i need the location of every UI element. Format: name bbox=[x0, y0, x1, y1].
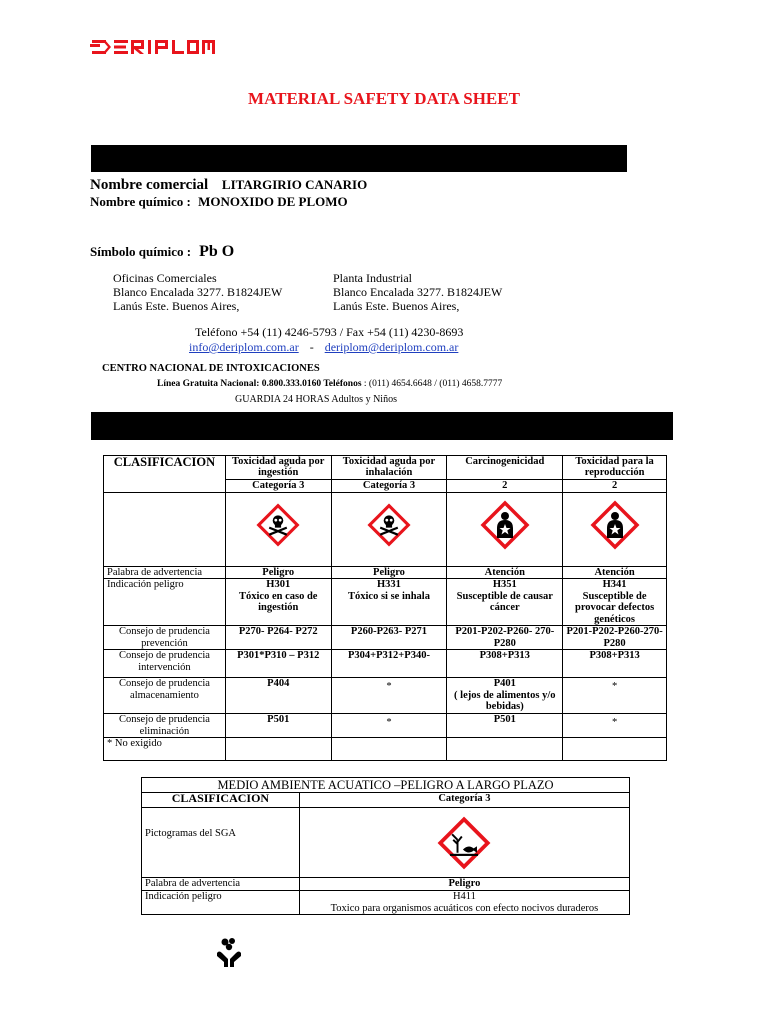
hazard-text: Toxico para organismos acuáticos con efecto nocivos duraderos bbox=[330, 902, 599, 914]
cell: * bbox=[331, 714, 447, 738]
table-row bbox=[104, 566, 667, 579]
col-head: Carcinogenicidad bbox=[447, 456, 563, 480]
cell: Atención bbox=[563, 566, 667, 579]
col-head: Toxicidad para la reproducción bbox=[563, 456, 667, 480]
pictogram-cell bbox=[225, 492, 331, 566]
office-line: Planta Industrial bbox=[333, 271, 412, 285]
aquatic-signal-word: Peligro bbox=[299, 878, 629, 891]
row-label: Consejo de prudencia prevención bbox=[104, 626, 226, 650]
email-deriplom-link[interactable]: deriplom@deriplom.com.ar bbox=[324, 340, 459, 354]
aquatic-hazard-table bbox=[141, 777, 630, 915]
row-label: Consejo de prudencia intervención bbox=[104, 650, 226, 678]
intox-phones: : (011) 4654.6648 / (011) 4658.7777 bbox=[361, 379, 503, 389]
office-line: Oficinas Comerciales bbox=[113, 271, 217, 285]
cell: P301*P310 – P312 bbox=[225, 650, 331, 678]
section-bar-2 bbox=[91, 412, 673, 440]
cell: H341 Susceptible de provocar defectos genéticos bbox=[563, 579, 667, 626]
section-bar-1 bbox=[91, 145, 627, 172]
clasificacion-header: CLASIFICACION bbox=[142, 793, 300, 808]
chem-name-label: Nombre químico : bbox=[90, 194, 191, 209]
table-row bbox=[104, 714, 667, 738]
pictogram-cell bbox=[563, 492, 667, 566]
cell: H351 Susceptible de causar cáncer bbox=[447, 579, 563, 626]
table-row bbox=[104, 492, 667, 566]
cell: P201-P202-P260-270-P280 bbox=[563, 626, 667, 650]
office-line: Blanco Encalada 3277. B1824JEW bbox=[113, 285, 283, 299]
table-row bbox=[104, 678, 667, 714]
empty-cell bbox=[563, 738, 667, 761]
intox-title: CENTRO NACIONAL DE INTOXICACIONES bbox=[102, 363, 320, 374]
cell: * bbox=[563, 678, 667, 714]
protect-hands-icon bbox=[215, 937, 243, 969]
hazard-code: H411 bbox=[452, 891, 476, 902]
trade-name-label: Nombre comercial bbox=[90, 177, 209, 193]
table-row bbox=[104, 456, 667, 480]
aquatic-title: MEDIO AMBIENTE ACUATICO –PELIGRO A LARGO PLAZO bbox=[142, 778, 630, 793]
cell: P501 bbox=[225, 714, 331, 738]
col-cat: Categoría 3 bbox=[331, 480, 447, 493]
table-row bbox=[104, 626, 667, 650]
chem-name-row bbox=[90, 194, 348, 210]
cell: P304+P312+P340- bbox=[331, 650, 447, 678]
cell: P501 bbox=[447, 714, 563, 738]
pictogram-cell bbox=[447, 492, 563, 566]
office-line: Blanco Encalada 3277. B1824JEW bbox=[333, 285, 503, 299]
cell: Peligro bbox=[225, 566, 331, 579]
cell: H331 Tóxico si se inhala bbox=[331, 579, 447, 626]
pictogram-label: Pictogramas del SGA bbox=[142, 808, 300, 878]
empty-cell bbox=[225, 738, 331, 761]
intox-hotline: Línea Gratuita Nacional: 0.800.333.0160 Teléfonos bbox=[157, 379, 362, 389]
deriplom-logo bbox=[90, 36, 215, 58]
email-separator: - bbox=[309, 340, 314, 354]
email-row bbox=[189, 340, 458, 355]
empty-cell bbox=[447, 738, 563, 761]
pictogram-cell bbox=[299, 808, 629, 878]
col-cat: 2 bbox=[563, 480, 667, 493]
pictogram-cell bbox=[331, 492, 447, 566]
office-commercial bbox=[113, 271, 282, 313]
cell: Atención bbox=[447, 566, 563, 579]
table-row bbox=[142, 878, 630, 891]
document-title: MATERIAL SAFETY DATA SHEET bbox=[248, 89, 520, 108]
table-row bbox=[142, 891, 630, 915]
col-head: Toxicidad aguda por inhalación bbox=[331, 456, 447, 480]
skull-crossbones-icon bbox=[367, 503, 411, 547]
cell: H301 Tóxico en caso de ingestión bbox=[225, 579, 331, 626]
office-line: Lanús Este. Buenos Aires, bbox=[333, 299, 460, 313]
cell: P401 ( lejos de alimentos y/o bebidas) bbox=[447, 678, 563, 714]
skull-crossbones-icon bbox=[256, 503, 300, 547]
intox-guard-line bbox=[235, 394, 397, 405]
aquatic-category: Categoría 3 bbox=[299, 793, 629, 808]
office-line: Lanús Este. Buenos Aires, bbox=[113, 299, 240, 313]
health-hazard-icon bbox=[590, 500, 640, 550]
row-label: Consejo de prudencia eliminación bbox=[104, 714, 226, 738]
cell: P308+P313 bbox=[447, 650, 563, 678]
row-label: Indicación peligro bbox=[142, 891, 300, 915]
phone-fax: Teléfono +54 (11) 4246-5793 / Fax +54 (11) 4230-8693 bbox=[195, 325, 464, 339]
cell: * bbox=[331, 678, 447, 714]
health-hazard-icon bbox=[480, 500, 530, 550]
symbol-value: Pb O bbox=[199, 243, 235, 260]
table-row bbox=[142, 793, 630, 808]
clasificacion-header: CLASIFICACION bbox=[104, 456, 226, 493]
table-row bbox=[104, 650, 667, 678]
row-label: Palabra de advertencia bbox=[104, 566, 226, 579]
table-row bbox=[104, 579, 667, 626]
trade-name-row bbox=[90, 177, 367, 194]
environment-hazard-icon bbox=[437, 816, 491, 870]
footnote: * No exigido bbox=[104, 738, 226, 761]
empty-cell bbox=[104, 492, 226, 566]
col-cat: 2 bbox=[447, 480, 563, 493]
row-label: Palabra de advertencia bbox=[142, 878, 300, 891]
aquatic-hazard-statement bbox=[299, 891, 629, 915]
row-label: Indicación peligro bbox=[104, 579, 226, 626]
cell: * bbox=[563, 714, 667, 738]
trade-name-value: LITARGIRIO CANARIO bbox=[221, 177, 368, 192]
col-cat: Categoría 3 bbox=[225, 480, 331, 493]
cell: P260-P263- P271 bbox=[331, 626, 447, 650]
empty-cell bbox=[331, 738, 447, 761]
intox-phone-line bbox=[157, 379, 502, 389]
col-head: Toxicidad aguda por ingestión bbox=[225, 456, 331, 480]
cell: P308+P313 bbox=[563, 650, 667, 678]
cell: P404 bbox=[225, 678, 331, 714]
symbol-label: Símbolo químico : bbox=[90, 244, 192, 259]
cell: Peligro bbox=[331, 566, 447, 579]
symbol-row bbox=[90, 243, 234, 261]
table-row bbox=[104, 738, 667, 761]
cell: P270- P264- P272 bbox=[225, 626, 331, 650]
chem-name-value: MONOXIDO DE PLOMO bbox=[198, 194, 348, 209]
row-label: Consejo de prudencia almacenamiento bbox=[104, 678, 226, 714]
email-info-link[interactable]: info@deriplom.com.ar bbox=[189, 340, 299, 354]
intox-guard-rest: Adultos y Niños bbox=[329, 394, 397, 405]
ghs-classification-table bbox=[103, 455, 667, 761]
intox-guard: GUARDIA 24 HORAS bbox=[235, 394, 330, 405]
cell: P201-P202-P260- 270-P280 bbox=[447, 626, 563, 650]
office-plant bbox=[333, 271, 502, 313]
table-row bbox=[142, 808, 630, 878]
